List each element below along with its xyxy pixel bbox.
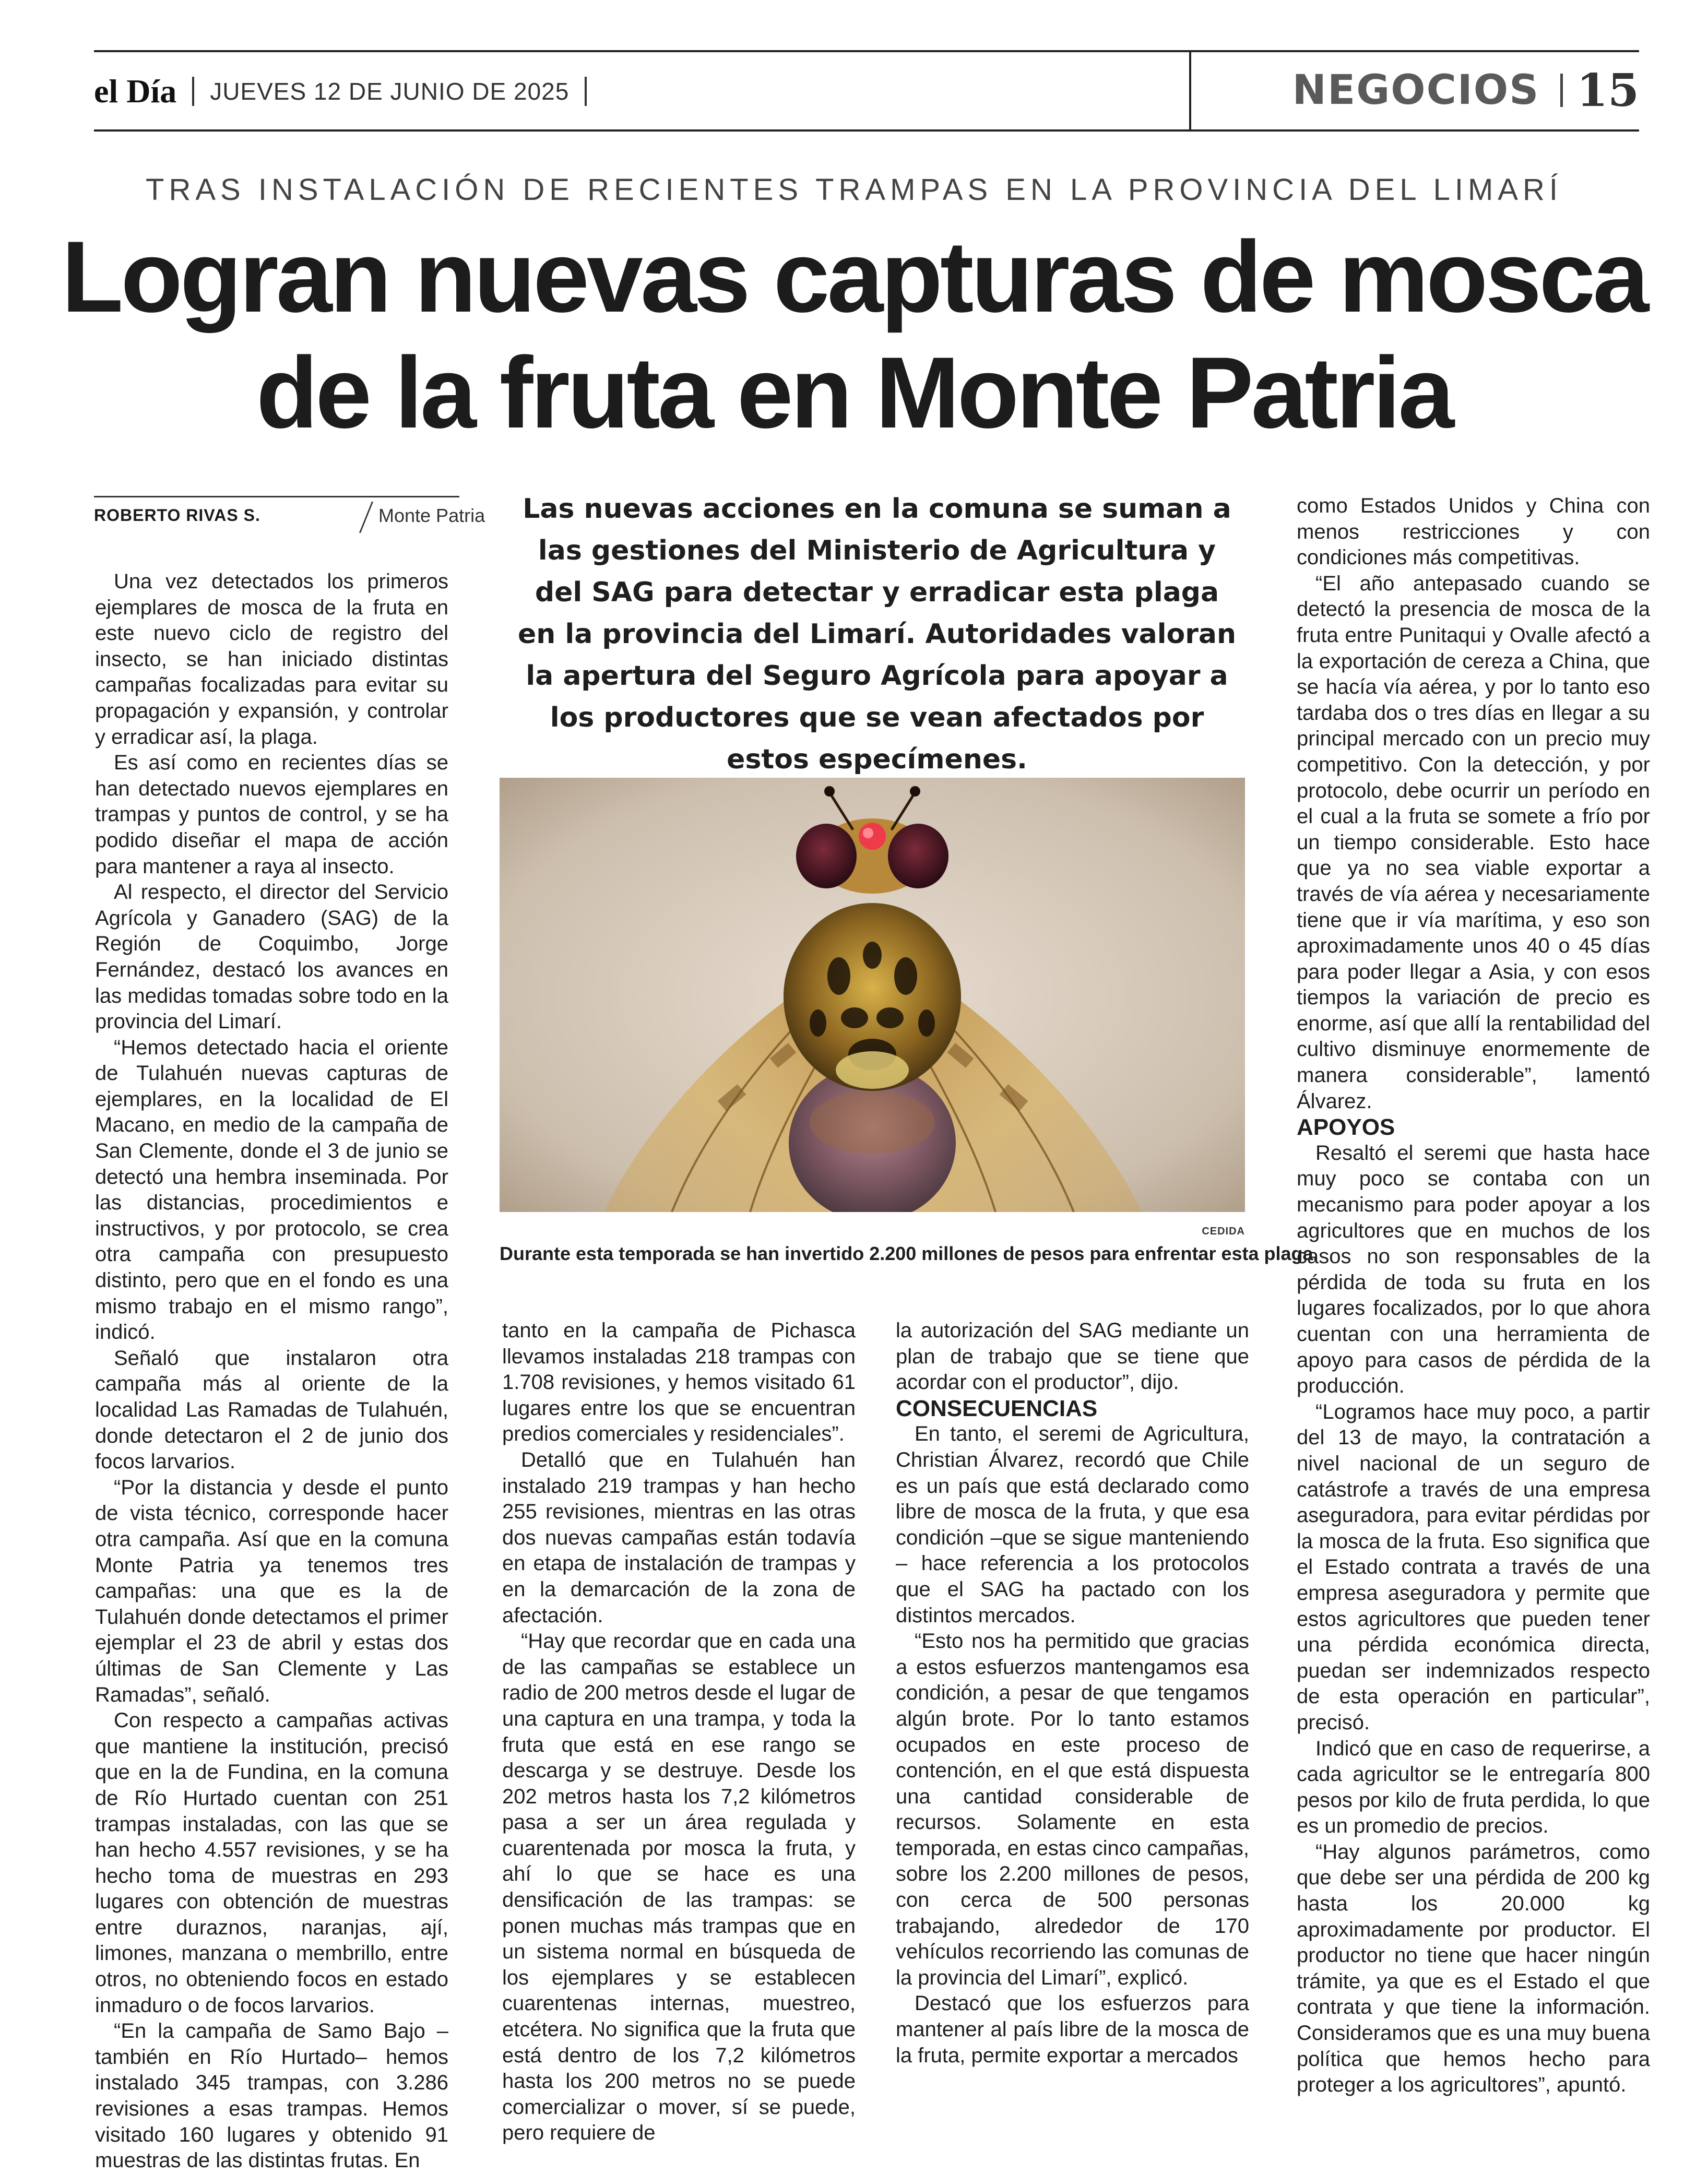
paragraph: Con respecto a campañas activas que mantiene la institución, precisó que en la de Fundina, en la comuna de Río Hurtado cuentan con 251 trampas instaladas, con las que se han hecho 4.557 revisiones, y se ha hecho toma de muestras en 293 lugares con obtención de muestras entre duraznos, naranjas, ají, limones, manzana o membrillo, entre otros, no obteniendo focos en estado inmaduro o de focos larvarios. <box>95 1709 448 2017</box>
author-name: ROBERTO RIVAS S. <box>94 506 260 525</box>
paragraph: “Esto nos ha permitido que gracias a estos esfuerzos mantengamos esa condición, a pesar de que tengamos algún brote. Por lo tanto estamos ocupados en este proceso de contención, en el que está dispuesta una cantidad considerable de recursos. Solamente en esta temporada, en estas cinco campañas, sobre los 2.200 millones de pesos, con cerca de 500 personas trabajando, alrededor de 170 vehículos recorriendo las comunas de la provincia del Limarí”, explicó. <box>896 1630 1249 1989</box>
article-photo <box>500 778 1245 1212</box>
header-divider <box>1189 51 1191 129</box>
section-header <box>1292 62 1639 119</box>
paragraph: “En la campaña de Samo Bajo –también en Río Hurtado– hemos instalado 345 trampas, con 3.286 revisiones a esas trampas. Hemos visitado 160 lugares y obtenido 91 muestras de las distintas frutas. En <box>95 2019 448 2172</box>
paragraph: Al respecto, el director del Servicio Agrícola y Ganadero (SAG) de la Región de Coquimbo, Jorge Fernández, destacó los avances en las medidas tomadas sobre todo en la provincia del Limarí. <box>95 881 448 1033</box>
paragraph: En tanto, el seremi de Agricultura, Christian Álvarez, recordó que Chile es un país que está declarado como libre de mosca de la fruta, y que esa condición –que se sigue manteniendo – hace referencia a los protocolos que el SAG ha pactado con los distintos mercados. <box>896 1422 1249 1627</box>
paragraph: Indicó que en caso de requerirse, a cada agricultor se le entregaría 800 pesos por kilo de fruta perdida, lo que es un promedio de precios. <box>1297 1737 1650 1838</box>
page-number: 15 <box>1576 64 1639 117</box>
header-bottom-rule <box>94 129 1639 132</box>
issue-date: JUEVES 12 DE JUNIO DE 2025 <box>210 78 570 105</box>
headline-line-1: Logran nuevas capturas de mosca <box>61 220 1647 334</box>
masthead-separator <box>585 77 587 106</box>
fruit-fly-photo <box>500 778 1245 1212</box>
paragraph: “Hay que recordar que en cada una de las campañas se establece un radio de 200 metros desde el lugar de una captura en una trampa, y toda la fruta que está en ese rango se descarga y se destruye. Desde los 202 metros hasta los 7,2 kilómetros pasa a ser un área regulada y cuarentenada por mosca la fruta, y ahí lo que se hace es una densificación de las trampas: se ponen muchas más trampas que en un sistema normal en búsqueda de los ejemplares y se establecen cuarentenas internas, muestreo, etcétera. No significa que la fruta que está dentro de los 7,2 kilómetros hasta los 200 metros no se puede comercializar o mover, sí se puede, pero requiere de <box>502 1630 856 2145</box>
paragraph: como Estados Unidos y China con menos restricciones y con condiciones más competitivas. <box>1297 494 1650 569</box>
article-lede: Las nuevas acciones en la comuna se suman a las gestiones del Ministerio de Agricultura y del SAG para detectar y erradicar esta plaga en la provincia del Limarí. Autoridades valoran la apertura del Seguro Agrícola para apoyar a los productores que se vean afectados por estos especímenes. <box>517 493 1237 775</box>
subhead-consecuencias: CONSECUENCIAS <box>896 1395 1098 1421</box>
paragraph: “Hemos detectado hacia el oriente de Tulahuén nuevas capturas de ejemplares, en la localidad de El Macano, en medio de la campaña de San Clemente, donde el 3 de junio se detectó una hembra inseminada. Por las distancias, procedimientos e instructivos, y por protocolo, se crea otra campaña con presupuesto distinto, pero que en el fondo es una mismo trabajo en el mismo rango”, indicó. <box>95 1036 448 1344</box>
column-1 <box>95 569 448 2174</box>
dateline-location: Monte Patria <box>378 505 485 526</box>
masthead <box>94 68 602 115</box>
paragraph: Resaltó el seremi que hasta hace muy poco se contaba con un mecanismo para poder apoyar a los agricultores que en muchos de los casos no son responsables de la pérdida de toda su fruta en los lugares focalizados, por lo que ahora cuentan con una herramienta de apoyo para casos de pérdida de la producción. <box>1297 1141 1650 1398</box>
column-3 <box>896 1318 1249 2069</box>
paragraph: “Por la distancia y desde el punto de vista técnico, corresponde hacer otra campaña. Así que en la comuna Monte Patria ya tenemos tres campañas: una que es la de Tulahuén donde detectamos el primer ejemplar el 23 de abril y estas dos últimas de San Clemente y Las Ramadas”, señaló. <box>95 1476 448 1706</box>
paragraph: tanto en la campaña de Pichasca llevamos instaladas 218 trampas con 1.708 revisiones, y hemos visitado 61 lugares entre los que se encuentran predios comerciales y residenciales”. <box>502 1319 856 1446</box>
subhead-apoyos: APOYOS <box>1297 1114 1395 1141</box>
paragraph: la autorización del SAG mediante un plan de trabajo que se tiene que acordar con el productor”, dijo. <box>896 1319 1249 1394</box>
photo-caption: Durante esta temporada se han invertido 2.200 millones de pesos para enfrentar esta plaga. <box>500 1243 1319 1264</box>
header-top-rule <box>94 50 1639 52</box>
masthead-separator <box>192 77 194 106</box>
paragraph: “Hay algunos parámetros, como que debe ser una pérdida de 200 kg hasta los 20.000 kg aproximadamente por productor. El productor no tiene que hacer ningún trámite, ya que es el Estado el que contrata y que tiene la información. Consideramos que es una muy buena política que hemos hecho para proteger a los agricultores”, apuntó. <box>1297 1840 1650 2097</box>
paragraph: Señaló que instalaron otra campaña más al oriente de la localidad Las Ramadas de Tulahuén, donde detectaron el 2 de junio dos focos larvarios. <box>95 1346 448 1474</box>
column-2 <box>502 1318 856 2146</box>
section-name: NEGOCIOS <box>1292 67 1540 114</box>
byline <box>94 496 485 534</box>
paragraph: “El año antepasado cuando se detectó la presencia de mosca de la fruta entre Punitaqui y Ovalle afectó a la exportación de cereza a China, que se hacía vía aérea, y por lo tanto eso tardaba dos o tres días en llegar a su principal mercado con un precio muy competitivo. Con la detección, y por protocolo, debe ocurrir un período en el cual a la fruta se somete a frío por un tiempo considerable. Esto hace que ya no sea viable exportar a través de vía aérea y necesariamente tiene que ir vía marítima, y eso son aproximadamente unos 40 o 45 días para poder llegar a Asia, y con esos tiempos la variación de precio es enorme, así que allí la rentabilidad del cultivo disminuye enormemente de manera considerable”, lamentó Álvarez. <box>1297 572 1650 1113</box>
headline-line-2: de la fruta en Monte Patria <box>256 336 1452 449</box>
brand-logo: el Día <box>94 73 177 110</box>
column-4 <box>1297 493 1650 2098</box>
paragraph: Una vez detectados los primeros ejemplares de mosca de la fruta en este nuevo ciclo de registro del insecto, se han iniciado distintas campañas focalizadas para evitar su propagación y expansión, y controlar y erradicar así, la plaga. <box>95 570 448 749</box>
paragraph: Es así como en recientes días se han detectado nuevos ejemplares en trampas y puntos de control, y se ha podido diseñar el mapa de acción para mantener a raya al insecto. <box>95 751 448 878</box>
page-number-separator <box>1560 74 1563 107</box>
article-kicker: TRAS INSTALACIÓN DE RECIENTES TRAMPAS EN LA PROVINCIA DEL LIMARÍ <box>146 173 1562 207</box>
article-headline <box>0 219 1708 451</box>
byline-slash <box>359 502 373 533</box>
paragraph: Detalló que en Tulahuén han instalado 219 trampas y han hecho 255 revisiones, mientras en las otras dos nuevas campañas están todavía en etapa de instalación de trampas y en la demarcación de la zona de afectación. <box>502 1448 856 1627</box>
paragraph: Destacó que los esfuerzos para mantener al país libre de la mosca de la fruta, permite exportar a mercados <box>896 1992 1249 2067</box>
photo-credit: CEDIDA <box>1202 1226 1245 1237</box>
paragraph: “Logramos hace muy poco, a partir del 13 de mayo, la contratación a nivel nacional de un seguro de catástrofe a través de una empresa aseguradora, para evitar pérdidas por la mosca de la fruta. Eso significa que el Estado contrata a través de una empresa aseguradora y permite que estos agricultores que pueden tener una pérdida económica directa, puedan ser indemnizados respecto de esta operación en particular”, precisó. <box>1297 1400 1650 1734</box>
